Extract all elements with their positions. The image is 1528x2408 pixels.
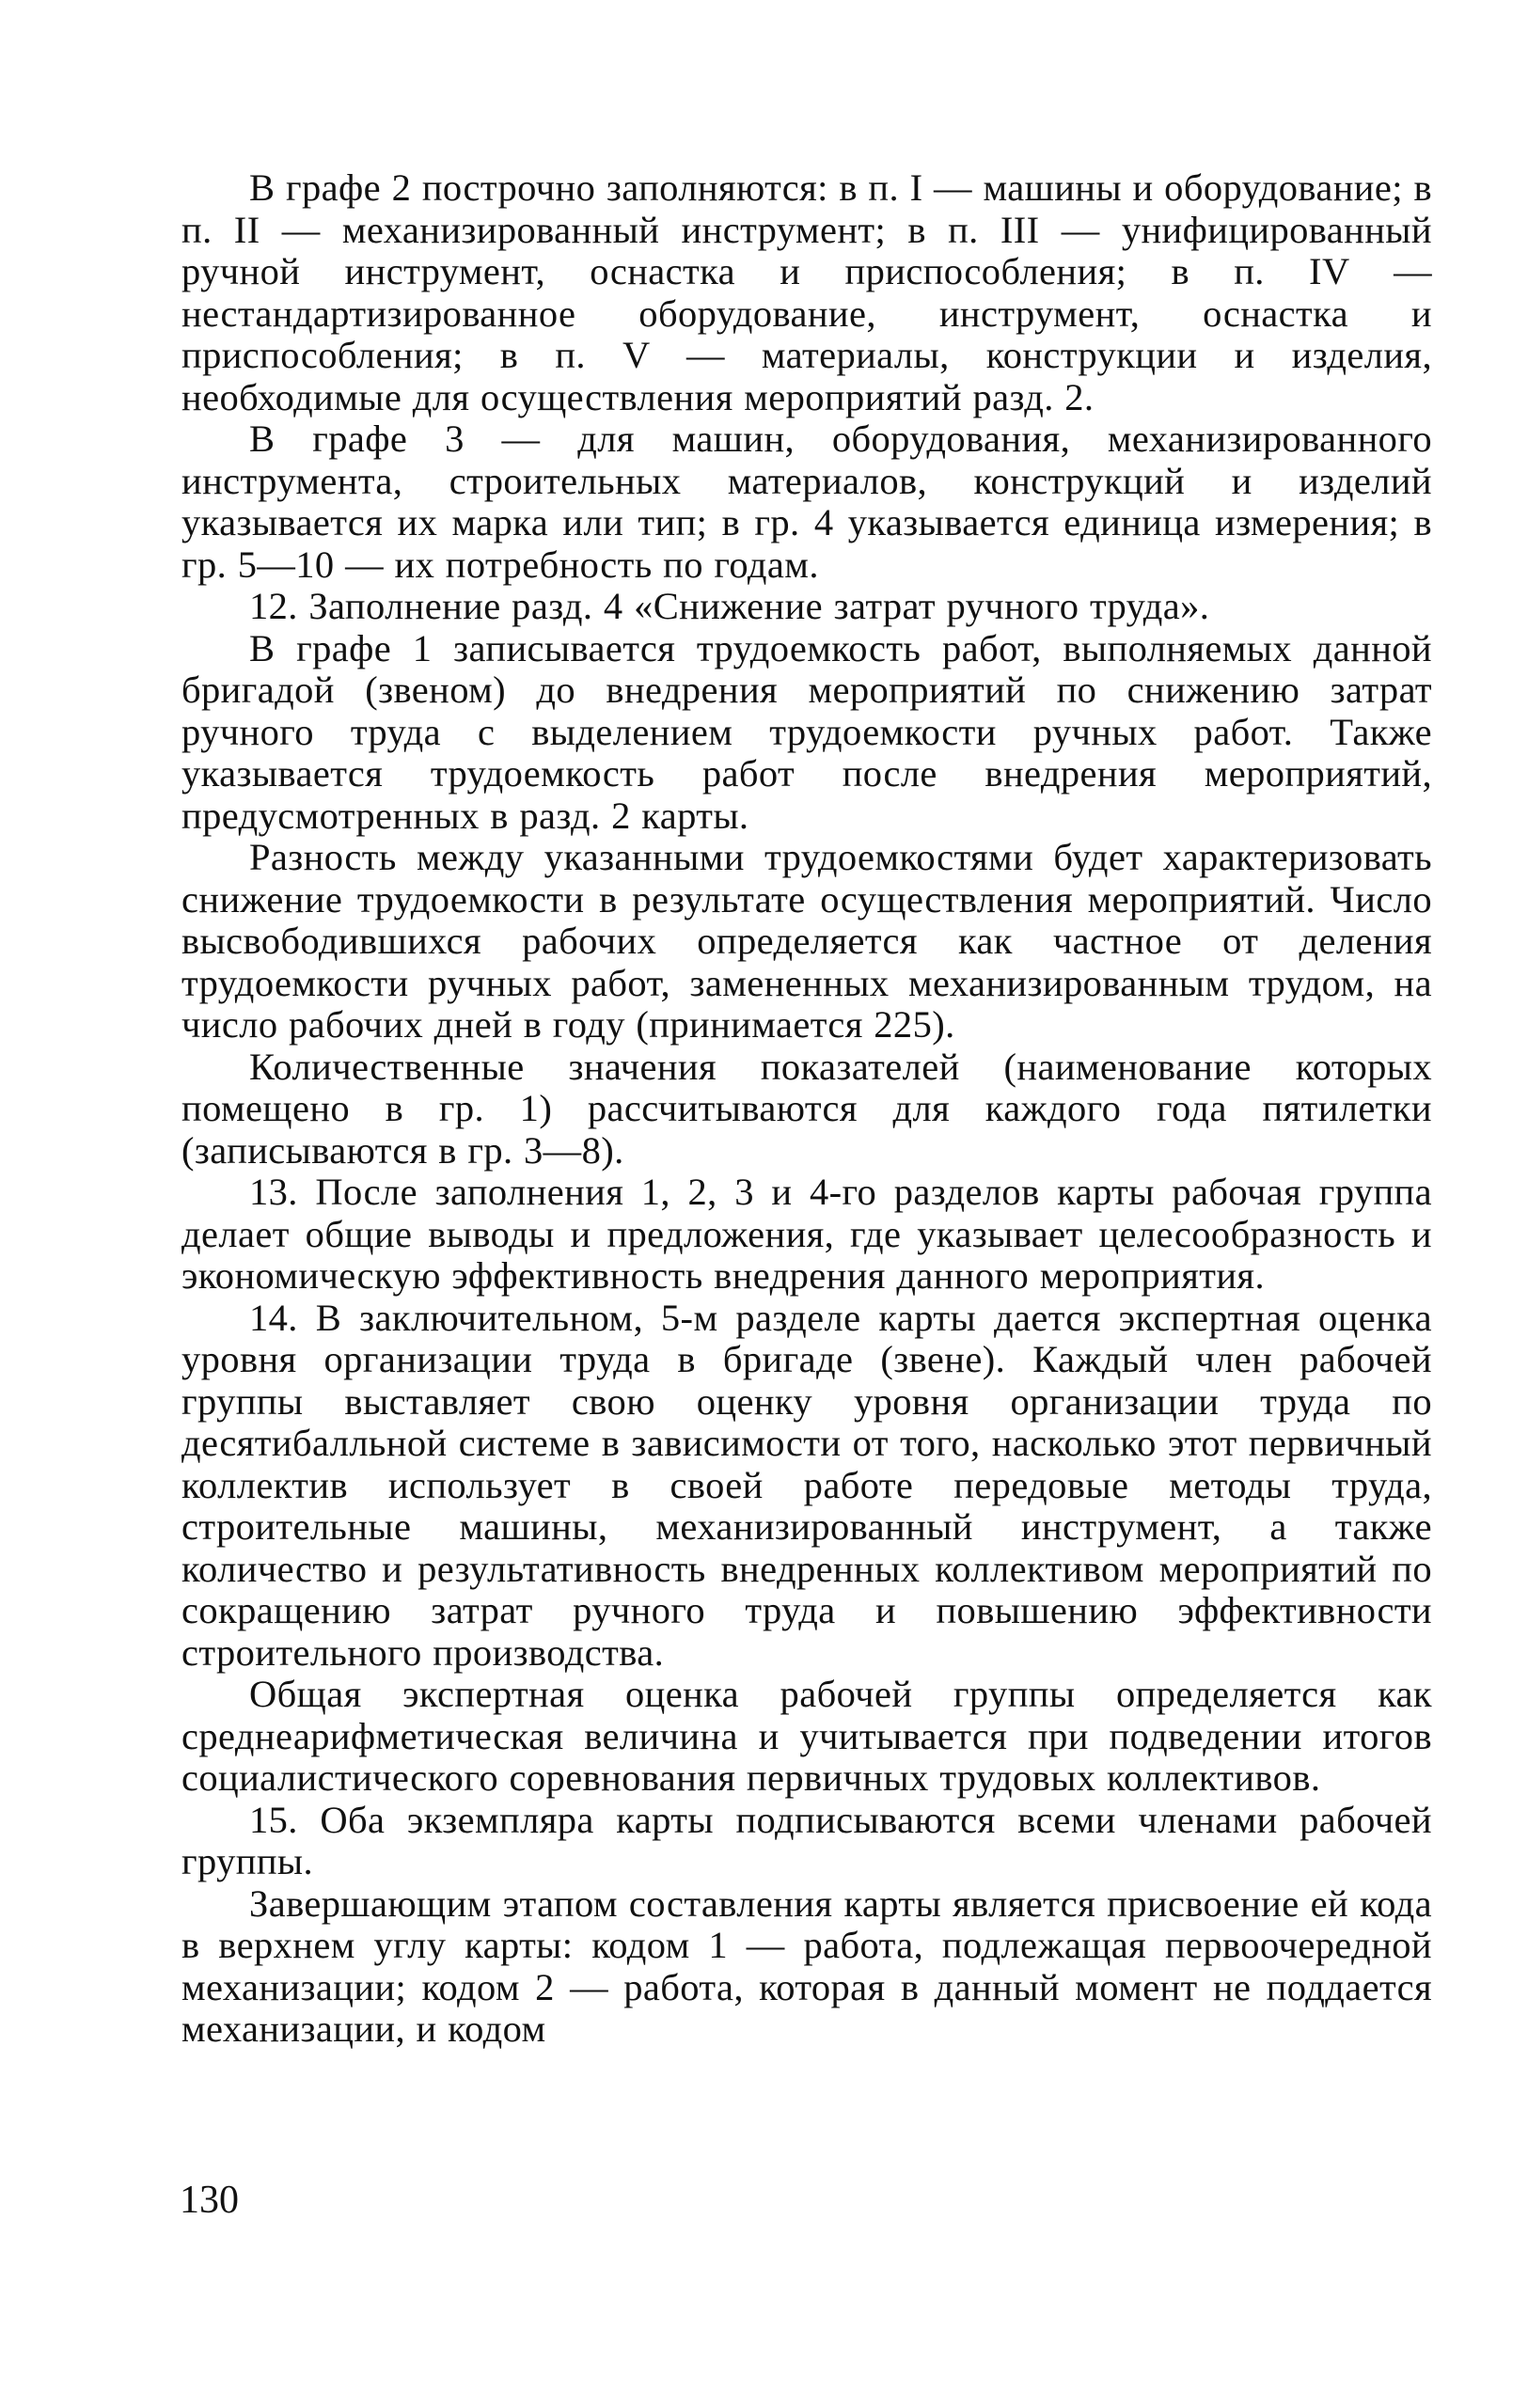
paragraph-item-12-heading: 12. Заполнение разд. 4 «Снижение затрат ручного труда». [249, 585, 1210, 627]
paragraph-quantitative-values: Количественные значения показателей (наименование которых помещено в гр. 1) рассчитываются для каждого года пятилетки (записываются в гр. 3—8). [181, 1045, 1432, 1172]
paragraph-item-15: 15. Оба экземпляра карты подписываются всеми членами рабочей группы. [181, 1798, 1432, 1882]
paragraph-final-stage: Завершающим этапом составления карты является присвоение ей кода в верхнем углу карты: кодом 1 — работа, подлежащая первоочередной механизации; кодом 2 — работа, которая в данный момент не поддается механизации, и кодом [181, 1881, 1432, 2050]
paragraph-item-13: 13. После заполнения 1, 2, 3 и 4-го разделов карты рабочая группа делает общие выводы и предложения, где указывает целесообразность и экономическую эффективность внедрения данного мероприятия. [181, 1171, 1432, 1297]
page-number: 130 [180, 2179, 239, 2222]
body-text [181, 167, 1432, 2051]
paragraph-column-2-contents: В графе 2 построчно заполняются: в п. I — машины и оборудование; в п. II — механизированный инструмент; в п. III — унифицированный ручной инструмент, оснастка и приспособления; в п. IV — нестандартизированное оборудование, инструмент, оснастка и приспособления; в п. V — материалы, конструкции и изделия, необходимые для осуществления мероприятий разд. 2. [181, 166, 1432, 418]
paragraph-expert-assessment: Общая экспертная оценка рабочей группы определяется как среднеарифметическая величина и учитывается при подведении итогов социалистического соревнования первичных трудовых коллективов. [181, 1673, 1432, 1799]
paragraph-item-14: 14. В заключительном, 5-м разделе карты дается экспертная оценка уровня организации труда в бригаде (звене). Каждый член рабочей группы выставляет свою оценку уровня организации труда по десятибалльной системе в зависимости от того, насколько этот первичный коллектив использует в своей работе передовые методы труда, строительные машины, механизированный инструмент, а также количество и результативность внедренных коллективом мероприятий по сокращению затрат ручного труда и повышению эффективности строительного производства. [181, 1296, 1432, 1674]
paragraph-column-3-contents: В графе 3 — для машин, оборудования, механизированного инструмента, строительных материалов, конструкций и изделий указывается их марка или тип; в гр. 4 указывается единица измерения; в гр. 5—10 — их потребность по годам. [181, 417, 1432, 586]
paragraph-labor-intensity: В графе 1 записывается трудоемкость работ, выполняемых данной бригадой (звеном) до внедрения мероприятий по снижению затрат ручного труда с выделением трудоемкости ручных работ. Также указывается трудоемкость работ после внедрения мероприятий, предусмотренных в разд. 2 карты. [181, 626, 1432, 837]
paragraph-difference: Разность между указанными трудоемкостями будет характеризовать снижение трудоемкости в результате осуществления мероприятий. Число высвободившихся рабочих определяется как частное от деления трудоемкости ручных работ, замененных механизированным трудом, на число рабочих дней в году (принимается 225). [181, 836, 1432, 1046]
